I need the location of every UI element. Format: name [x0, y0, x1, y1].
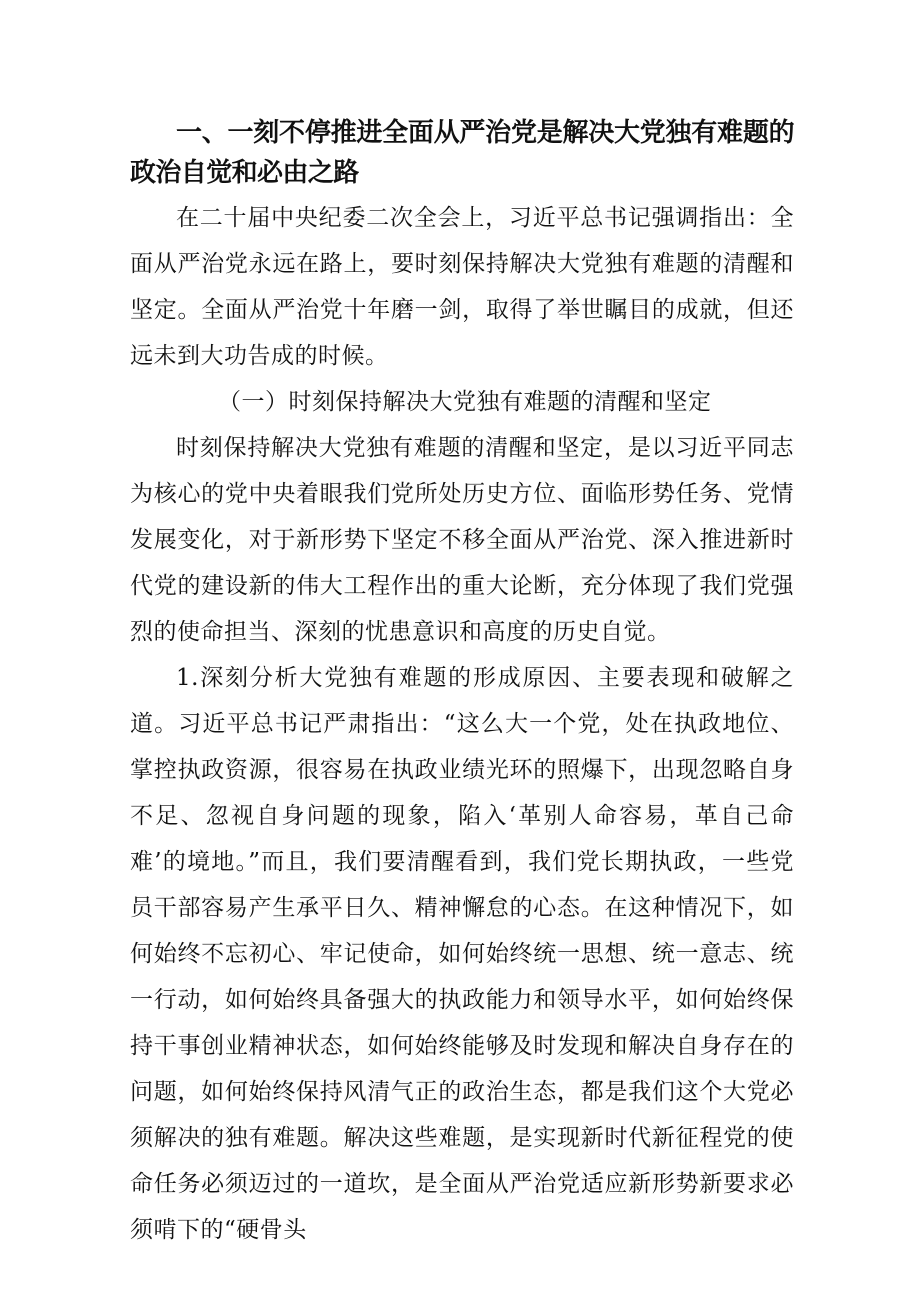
paragraph-subsection-intro: 时刻保持解决大党独有难题的清醒和坚定，是以习近平同志为核心的党中央着眼我们党所处历史方位、面临形势任务、党情发展变化，对于新形势下坚定不移全面从严治党、深入推进新时代党的建设新的伟大工程作出的重大论断，充分体现了我们党强烈的使命担当、深刻的忧患意识和高度的历史自觉。	[130, 435, 794, 645]
subsection-heading: （一）时刻保持解决大党独有难题的清醒和坚定	[218, 389, 712, 415]
paragraph-intro: 在二十届中央纪委二次全会上，习近平总书记强调指出：全面从严治党永远在路上，要时刻保持解决大党独有难题的清醒和坚定。全面从严治党十年磨一剑，取得了举世瞩目的成就，但还远未到大功告成的时候。	[130, 205, 794, 369]
paragraph-point-1: 1.深刻分析大党独有难题的形成原因、主要表现和破解之道。习近平总书记严肃指出：“这么大一个党，处在执政地位、掌控执政资源，很容易在执政业绩光环的照爆下，出现忽略自身不足、忽视自身问题的现象，陷入‘革别人命容易，革自己命难’的境地。”而且，我们要清醒看到，我们党长期执政，一些党员干部容易产生承平日久、精神懈怠的心态。在这种情况下，如何始终不忘初心、牢记使命，如何始终统一思想、统一意志、统一行动，如何始终具备强大的执政能力和领导水平，如何始终保持干事创业精神状态，如何始终能够及时发现和解决自身存在的问题，如何始终保持风清气正的政治生态，都是我们这个大党必须解决的独有难题。解决这些难题，是实现新时代新征程党的使命任务必须迈过的一道坎，是全面从严治党适应新形势新要求必须啃下的“硬骨头	[130, 665, 794, 1243]
section-heading: 一、一刻不停推进全面从严治党是解决大党独有难题的政治自觉和必由之路	[130, 118, 794, 188]
document-body	[130, 113, 794, 1253]
